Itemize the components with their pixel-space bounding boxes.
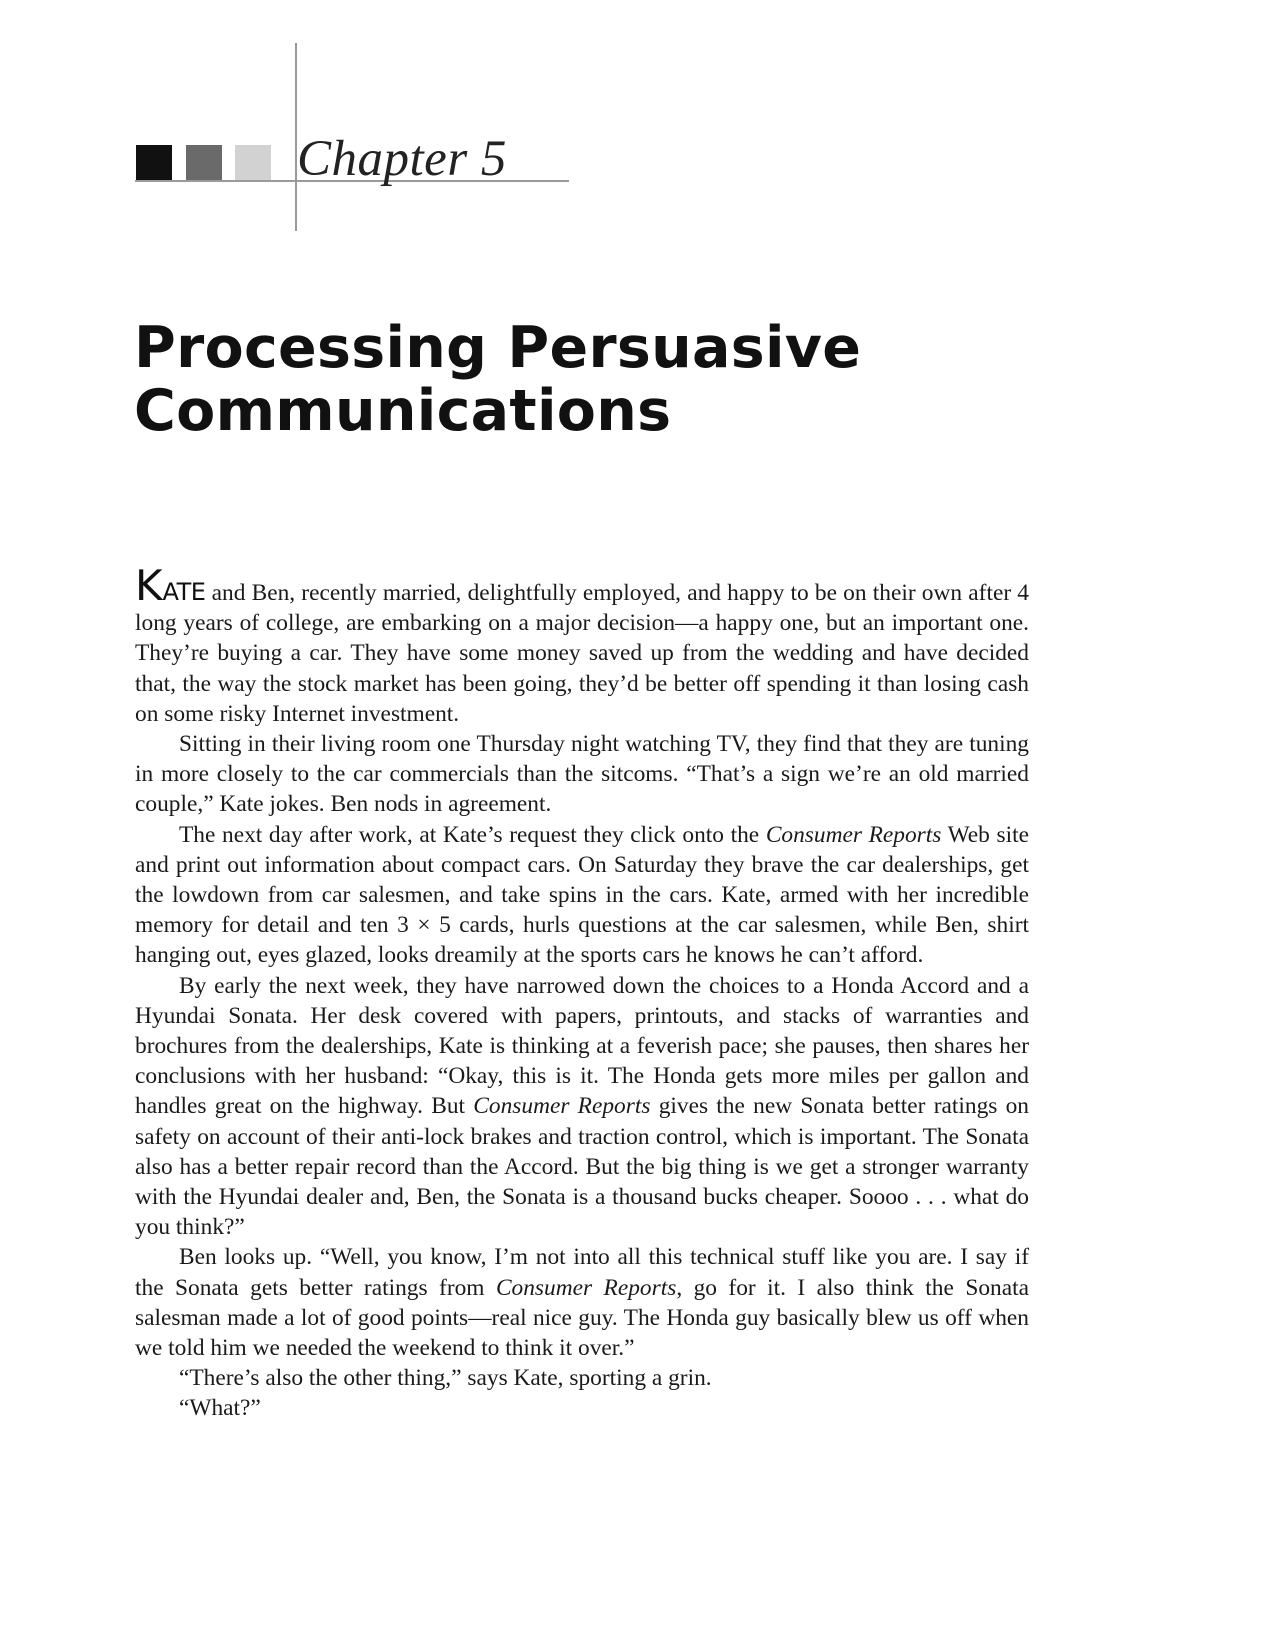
chapter-title <box>134 317 861 443</box>
paragraph-5-text-a: Ben looks up. “Well, you know, I’m not into all this technical stuff like you are. I say if the Sonata gets better ratings from <box>135 1244 1029 1301</box>
paragraph-1-text: and Ben, recently married, delightfully employed, and happy to be on their own after 4 long years of college, are embarking on a major decision—a happy one, but an important one. They’re buying a car. They have some money saved up from the wedding and have decided that, the way the stock market has been going, they’d be better off spending it than losing cash on some risky Internet investment. <box>135 580 1029 727</box>
paragraph-7: “What?” <box>179 1395 261 1422</box>
body-text <box>135 561 1029 1424</box>
gray-square-ornament <box>186 145 222 180</box>
paragraph-2: Sitting in their living room one Thursday night watching TV, they find that they are tuning in more closely to the car commercials than the sitcoms. “That’s a sign we’re an old married couple,” Kate jokes. Ben nods in agreement. <box>135 731 1029 818</box>
black-square-ornament <box>136 145 172 180</box>
paragraph-5-text-b: , go for it. I also think the Sonata salesman made a lot of good points—real nice guy. The Honda guy basically blew us off when we told him we needed the weekend to think it over.” <box>135 1274 1029 1362</box>
paragraph-4-text-a: By early the next week, they have narrowed down the choices to a Honda Accord and a Hyundai Sonata. Her desk covered with papers, printouts, and stacks of warranties and brochures from the dealerships, Kate is thinking at a feverish pace; she pauses, then shares her conclusions with her husband: “Okay, this is it. The Honda gets more miles per gallon and handles great on the highway. But <box>135 972 1029 1120</box>
chapter-title-line-2: Communications <box>134 378 672 444</box>
paragraph-3-emphasis: Consumer Reports <box>765 821 942 848</box>
paragraph-3 <box>135 820 1029 971</box>
paragraph-5-emphasis: Consumer Reports <box>495 1274 677 1301</box>
chapter-title-line-1: Processing Persuasive <box>134 315 862 381</box>
paragraph-3-text-a: The next day after work, at Kate’s request they click onto the <box>179 821 766 848</box>
paragraph-6: “There’s also the other thing,” says Kate, sporting a grin. <box>179 1365 712 1392</box>
paragraph-5 <box>135 1242 1029 1363</box>
paragraph-4-text-b: gives the new Sonata better ratings on safety on account of their anti-lock brakes and traction control, which is important. The Sonata also has a better repair record than the Accord. But the big thing is we get a stronger warranty with the Hyundai dealer and, Ben, the Sonata is a thousand bucks cheaper. Soooo . . . what do you think?” <box>135 1093 1029 1241</box>
paragraph-1 <box>135 561 1029 729</box>
drop-cap: K <box>135 561 163 610</box>
paragraph-4-emphasis: Consumer Reports <box>473 1093 651 1120</box>
small-caps-lead: ATE <box>162 578 206 606</box>
paragraph-4 <box>135 971 1029 1243</box>
chapter-label: Chapter 5 <box>297 131 507 187</box>
light-gray-square-ornament <box>235 145 271 180</box>
paragraph-3-text-b: Web site and print out information about compact cars. On Saturday they brave the car dealerships, get the lowdown from car salesmen, and take spins in the cars. Kate, armed with her incredible memory for detail and ten 3 × 5 cards, hurls questions at the car salesmen, while Ben, shirt hanging out, eyes glazed, looks dreamily at the sports cars he knows he can’t afford. <box>135 821 1029 969</box>
